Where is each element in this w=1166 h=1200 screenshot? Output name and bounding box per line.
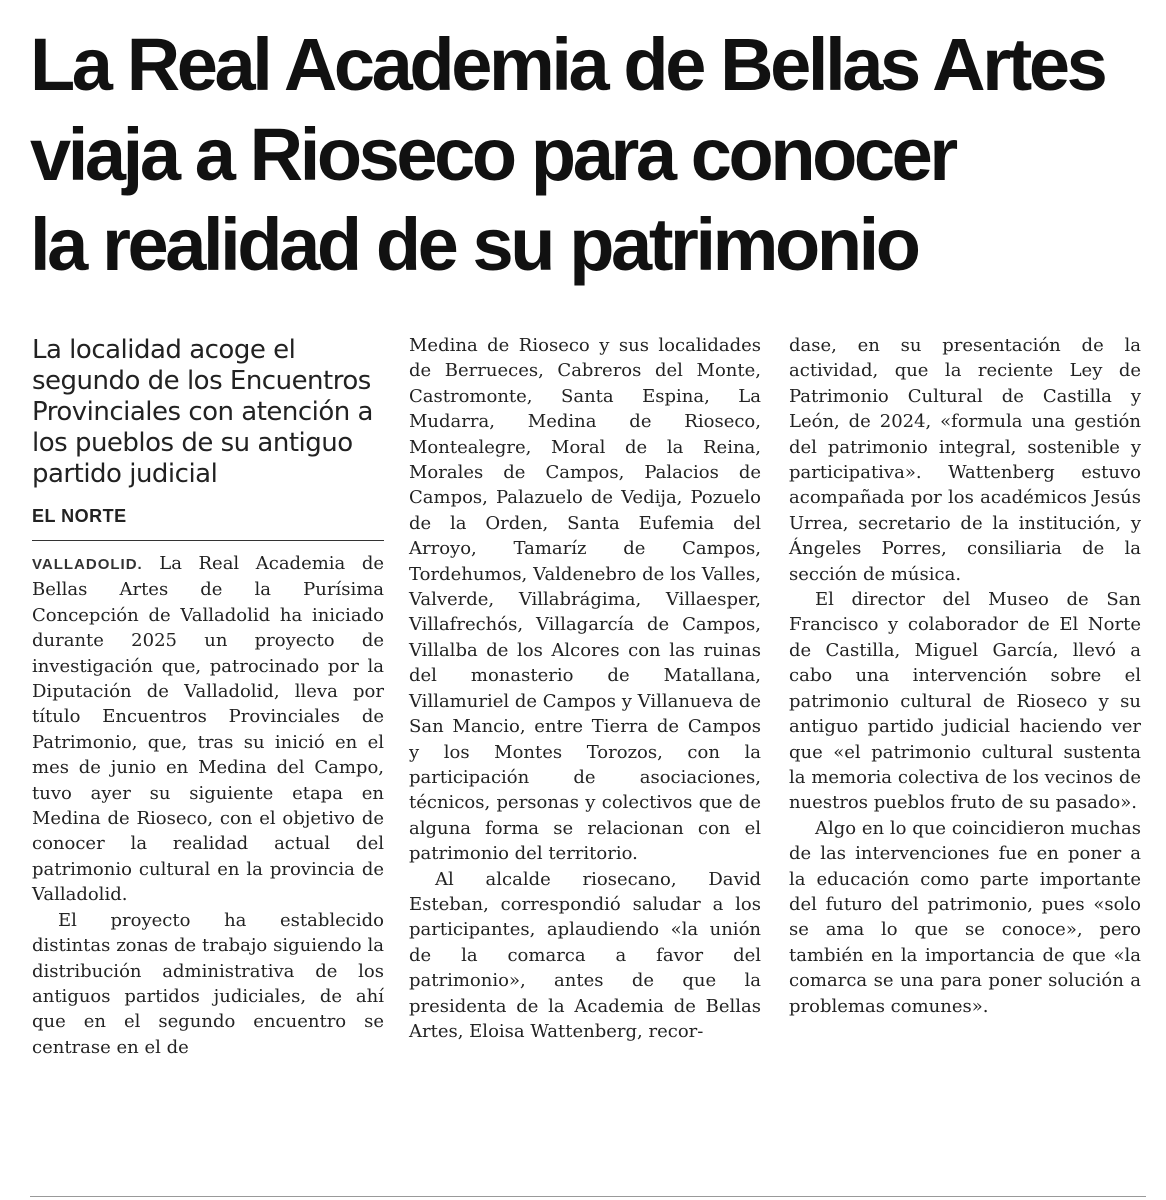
subheadline: La localidad acoge el segundo de los Encuentros Provinciales con atención a los pueblos de su antiguo partido judicial — [32, 335, 373, 489]
article-column-1 — [32, 333, 384, 1060]
article-paragraph: Al alcalde riosecano, David Esteban, correspondió saludar a los participantes, aplaudiendo «la unión de la comarca a favor del patrimonio», antes de que la presidenta de la Academia de Bellas Artes, Eloisa Wattenberg, recor- — [409, 868, 761, 1042]
bottom-rule — [30, 1196, 1146, 1197]
headline — [30, 20, 1145, 290]
article-column-2 — [409, 333, 761, 1044]
headline-line-1: La Real Academia de Bellas Artes — [30, 23, 1105, 106]
article-paragraph: Algo en lo que coincidieron muchas de las intervenciones fue en poner a la educación como parte importante del futuro del patrimonio, pues «solo se ama lo que se conoce», pero también en la importancia de que «la comarca se una para poner solución a problemas comunes». — [789, 817, 1141, 1017]
paragraph-text: La Real Academia de Bellas Artes de la Purísima Concepción de Valladolid ha iniciado durante 2025 un proyecto de investigación que, patrocinado por la Diputación de Valladolid, lleva por título Encuentros Provinciales de Patrimonio, que, tras su inició en el mes de junio en Medina del Campo, tuvo ayer su siguiente etapa en Medina de Rioseco, con el objetivo de conocer la realidad actual del patrimonio cultural en la provincia de Valladolid. — [32, 553, 384, 906]
article-paragraph: El proyecto ha establecido distintas zonas de trabajo siguiendo la distribución administrativa de los antiguos partidos judiciales, de ahí que en el segundo encuentro se centrase en el de — [32, 909, 384, 1058]
location-dateline: VALLADOLID. — [32, 556, 143, 573]
article-paragraph: El director del Museo de San Francisco y colaborador de El Norte de Castilla, Miguel García, llevó a cabo una intervención sobre el patrimonio cultural de Rioseco y su antiguo partido judicial haciendo ver que «el patrimonio cultural sustenta la memoria colectiva de los vecinos de nuestros pueblos fruto de su pasado». — [789, 589, 1141, 814]
article-paragraph — [32, 551, 384, 908]
headline-line-2: viaja a Rioseco para conocer — [30, 113, 955, 196]
article-paragraph: dase, en su presentación de la actividad, que la reciente Ley de Patrimonio Cultural de Castilla y León, de 2024, «formula una gestión del patrimonio integral, sostenible y participativa». Wattenberg estuvo acompañada por los académicos Jesús Urrea, secretario de la institución, y Ángeles Porres, consiliaria de la sección de música. — [789, 335, 1141, 585]
headline-line-3: la realidad de su patrimonio — [30, 203, 918, 286]
article-column-3 — [789, 333, 1141, 1019]
article-paragraph: Medina de Rioseco y sus localidades de Berrueces, Cabreros del Monte, Castromonte, Santa Espina, La Mudarra, Medina de Rioseco, Montealegre, Moral de la Reina, Morales de Campos, Palacios de Campos, Palazuelo de Vedija, Pozuelo de la Orden, Santa Eufemia del Arroyo, Tamaríz de Campos, Tordehumos, Valdenebro de los Valles, Valverde, Villabrágima, Villaesper, Villafrechós, Villagarcía de Campos, Villalba de los Alcores con las ruinas del monasterio de Matallana, Villamuriel de Campos y Villanueva de San Mancio, entre Tierra de Campos y los Montes Torozos, con la participación de asociaciones, técnicos, personas y colectivos que de alguna forma se relacionan con el patrimonio del territorio. — [409, 335, 761, 865]
author-byline: EL NORTE — [32, 504, 384, 541]
